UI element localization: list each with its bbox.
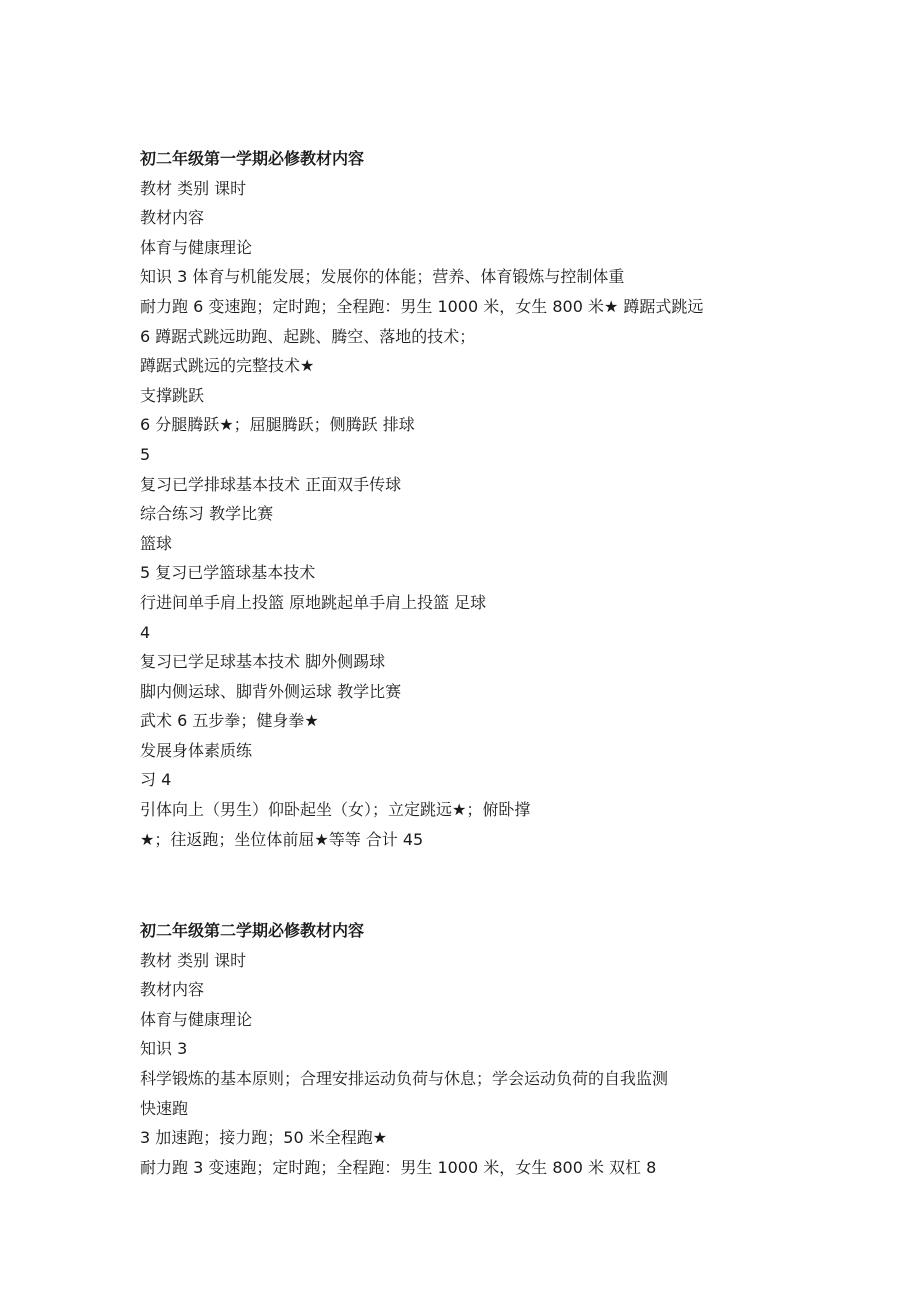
text-line: 篮球 xyxy=(140,533,173,553)
text-line: 教材内容 xyxy=(140,980,205,1000)
text-line: 知识 3 xyxy=(140,1039,188,1059)
text-line: 6 蹲踞式跳远助跑、起跳、腾空、落地的技术； xyxy=(140,326,476,346)
text-line: 蹲踞式跳远的完整技术★ xyxy=(140,356,315,376)
section-title: 初二年级第二学期必修教材内容 xyxy=(140,921,365,940)
text-line: 武术 6 五步拳；健身拳★ xyxy=(140,711,319,731)
text-line: 4 xyxy=(140,622,151,642)
text-line: 教材内容 xyxy=(140,208,205,228)
section-semester-1 xyxy=(140,144,840,854)
section-semester-2 xyxy=(140,916,840,1182)
text-line: 快速跑 xyxy=(140,1098,189,1118)
text-line: 综合练习 教学比赛 xyxy=(140,504,274,524)
text-line: 脚内侧运球、脚背外侧运球 教学比赛 xyxy=(140,681,402,701)
text-line: 3 加速跑；接力跑；50 米全程跑★ xyxy=(140,1128,388,1148)
text-line: 体育与健康理论 xyxy=(140,237,253,257)
text-line: 支撑跳跃 xyxy=(140,385,205,405)
text-line: 知识 3 体育与机能发展；发展你的体能；营养、体育锻炼与控制体重 xyxy=(140,267,625,287)
text-line: 耐力跑 6 变速跑；定时跑；全程跑：男生 1000 米，女生 800 米★ 蹲踞式跳远 xyxy=(140,296,704,316)
text-line: 5 xyxy=(140,444,151,464)
section-title: 初二年级第一学期必修教材内容 xyxy=(140,149,365,168)
text-line: ★；往返跑；坐位体前屈★等等 合计 45 xyxy=(140,829,424,849)
text-line: 耐力跑 3 变速跑；定时跑；全程跑：男生 1000 米，女生 800 米 双杠 8 xyxy=(140,1157,657,1177)
text-line: 教材 类别 课时 xyxy=(140,178,247,198)
text-line: 行进间单手肩上投篮 原地跳起单手肩上投篮 足球 xyxy=(140,592,487,612)
text-line: 教材 类别 课时 xyxy=(140,950,247,970)
text-line: 复习已学排球基本技术 正面双手传球 xyxy=(140,474,402,494)
text-line: 发展身体素质练 xyxy=(140,740,253,760)
text-line: 引体向上（男生）仰卧起坐（女）；立定跳远★；俯卧撑 xyxy=(140,800,531,820)
text-line: 6 分腿腾跃★；屈腿腾跃；侧腾跃 排球 xyxy=(140,415,415,435)
text-line: 体育与健康理论 xyxy=(140,1009,253,1029)
text-line: 5 复习已学篮球基本技术 xyxy=(140,563,316,583)
text-line: 复习已学足球基本技术 脚外侧踢球 xyxy=(140,652,386,672)
text-line: 习 4 xyxy=(140,770,172,790)
text-line: 科学锻炼的基本原则；合理安排运动负荷与休息；学会运动负荷的自我监测 xyxy=(140,1068,669,1088)
